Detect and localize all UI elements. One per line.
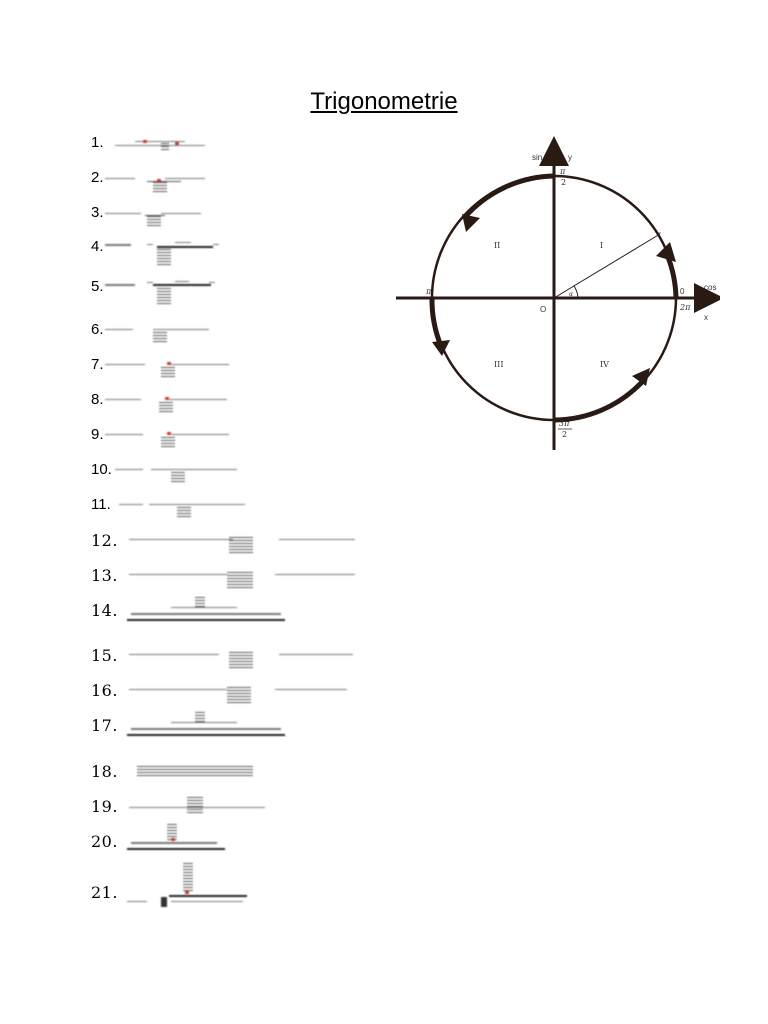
radius-line [554, 234, 660, 298]
formula-image [105, 173, 209, 193]
exercise-number: 19. [91, 797, 118, 816]
exercise-item [91, 321, 381, 353]
exercise-item [91, 426, 381, 458]
arrowhead-quadrant-1 [656, 242, 676, 262]
exercise-item [91, 762, 381, 794]
arrowhead-quadrant-3 [432, 340, 450, 356]
exercise-item [91, 238, 381, 270]
angle-arc [574, 286, 578, 298]
arc-quadrant-2 [464, 176, 554, 218]
exercise-item [91, 716, 381, 748]
exercise-number: 7. [91, 356, 104, 373]
unit-circle-svg [388, 136, 720, 458]
exercise-item [91, 496, 381, 528]
formula-image [129, 535, 357, 551]
label-right-zero: 0 [680, 287, 685, 296]
unit-circle-figure [388, 136, 720, 458]
formula-image [129, 685, 349, 701]
label-bottom-denominator: 2 [562, 430, 568, 439]
page-title: Trigonometrie [310, 88, 458, 115]
quadrant-label-3: III [494, 360, 504, 369]
exercise-number: 21. [91, 883, 118, 902]
point-label: r [658, 231, 661, 238]
formula-image [127, 597, 287, 631]
label-left-pi: π [426, 287, 432, 296]
exercise-item [91, 832, 381, 864]
formula-image [105, 325, 213, 345]
formula-image [105, 360, 231, 380]
formula-image [115, 465, 239, 485]
exercise-item [91, 356, 381, 388]
formula-image [129, 797, 269, 817]
formula-image [105, 278, 223, 306]
exercise-item [91, 169, 381, 201]
formula-image [105, 240, 223, 266]
exercise-number: 12. [91, 531, 118, 550]
formula-image [119, 500, 247, 520]
quadrant-label-2: II [494, 241, 501, 250]
label-top-numerator: π [560, 167, 566, 176]
arc-quadrant-1 [668, 256, 676, 298]
exercise-item [91, 278, 381, 310]
arc-quadrant-3 [432, 298, 441, 346]
exercise-number: 3. [91, 204, 104, 221]
formula-image [115, 138, 207, 154]
formula-image [127, 863, 251, 911]
axis-label-x: x [704, 313, 708, 322]
exercise-number: 16. [91, 681, 118, 700]
exercise-item [91, 531, 381, 563]
axis-label-sin: sin [532, 153, 543, 162]
formula-image [105, 430, 231, 450]
exercise-number: 8. [91, 391, 104, 408]
formula-image [129, 570, 357, 586]
exercise-item [91, 461, 381, 493]
exercise-item [91, 566, 381, 598]
exercise-number: 9. [91, 426, 104, 443]
exercise-item [91, 601, 381, 633]
quadrant-label-1: I [600, 241, 604, 250]
label-right-2pi: 2π [680, 303, 691, 312]
quadrant-label-4: IV [600, 360, 609, 369]
exercise-number: 10. [91, 461, 112, 478]
exercise-number: 1. [91, 134, 104, 151]
origin-label: O [540, 305, 547, 314]
formula-image [127, 824, 227, 860]
exercise-number: 18. [91, 762, 118, 781]
formula-image [137, 766, 255, 780]
exercise-number: 4. [91, 238, 104, 255]
label-bottom-numerator: 3π [559, 419, 570, 428]
exercise-number: 11. [91, 496, 111, 513]
exercise-number: 6. [91, 321, 104, 338]
axis-label-y: y [568, 153, 572, 162]
formula-image [105, 395, 229, 415]
exercise-number: 17. [91, 716, 118, 735]
exercise-item [91, 391, 381, 423]
axis-label-cos: cos [704, 283, 717, 292]
arc-quadrant-4 [554, 382, 642, 420]
exercise-number: 15. [91, 646, 118, 665]
label-top-denominator: 2 [561, 178, 567, 187]
formula-image [127, 712, 287, 746]
exercise-number: 2. [91, 169, 104, 186]
exercise-number: 14. [91, 601, 118, 620]
formula-image [129, 650, 357, 666]
exercise-item [91, 646, 381, 678]
exercise-item [91, 883, 381, 915]
arrowhead-quadrant-2 [462, 214, 480, 232]
exercise-number: 13. [91, 566, 118, 585]
exercise-number: 20. [91, 832, 118, 851]
exercise-number: 5. [91, 278, 104, 295]
formula-image [105, 208, 203, 228]
exercise-item [91, 681, 381, 713]
angle-label: α [569, 291, 574, 298]
exercise-item [91, 134, 381, 166]
exercise-item [91, 204, 381, 236]
